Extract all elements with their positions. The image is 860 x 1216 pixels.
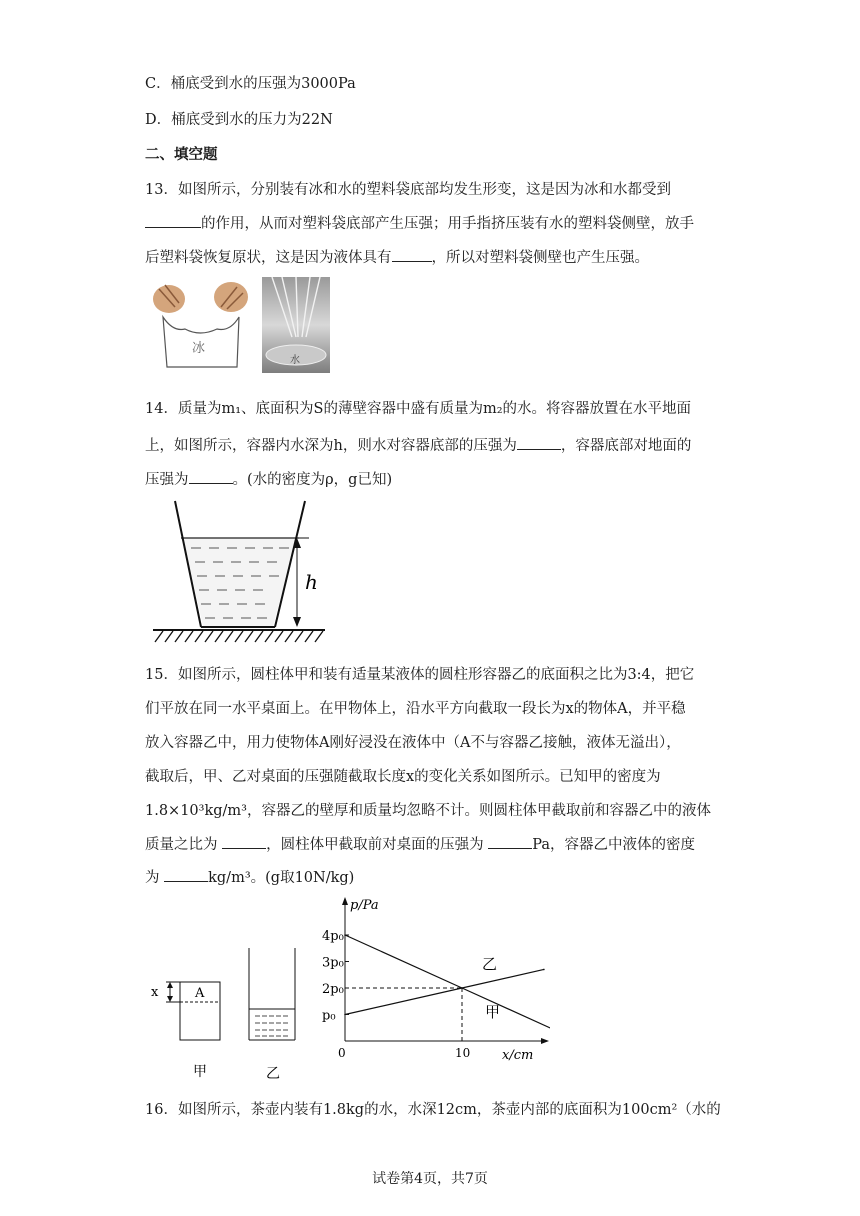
q16-line1: 16．如图所示，茶壶内装有1.8kg的水，水深12cm，茶壶内部的底面积为100cm²（水的	[145, 1102, 721, 1118]
q14-line2	[145, 434, 691, 455]
q15-blank2[interactable]	[488, 834, 532, 849]
q15-line2: 们平放在同一水平桌面上。在甲物体上，沿水平方向截取一段长为x的物体A，并平稳	[145, 701, 686, 717]
series-line-yi	[345, 969, 544, 1014]
x-axis-arrow	[541, 1038, 549, 1044]
q13-blank2[interactable]	[392, 247, 432, 262]
fig-label-x: x	[151, 985, 159, 1000]
x-axis-label: x/cm	[502, 1048, 534, 1063]
y-tick-label: 2p₀	[322, 982, 344, 997]
q15-line4: 截取后，甲、乙对桌面的压强随截取长度x的变化关系如图所示。已知甲的密度为	[145, 769, 661, 785]
q15-text6a: 质量之比为	[145, 837, 218, 853]
q15-text7a: 为	[145, 870, 160, 886]
q13-line1: 13．如图所示，分别装有冰和水的塑料袋底部均发生形变，这是因为冰和水都受到	[145, 182, 671, 198]
y-axis-label: p/Pa	[350, 898, 379, 913]
section-title: 二、填空题	[145, 147, 218, 163]
data-point	[344, 934, 346, 936]
q13-line2	[145, 212, 694, 233]
q13-blank1[interactable]	[145, 213, 201, 228]
q13-text3a: 后塑料袋恢复原状，这是因为液体具有	[145, 250, 392, 266]
page-footer: 试卷第4页，共7页	[372, 1171, 488, 1187]
q13-line3	[145, 246, 649, 267]
q14-line1: 14．质量为m₁、底面积为S的薄壁容器中盛有质量为m₂的水。将容器放置在水平地面	[145, 401, 692, 417]
q14-line3	[145, 468, 392, 489]
q15-text7b: kg/m³。(g取10N/kg)	[208, 870, 355, 886]
fig-label-A: A	[195, 986, 205, 1001]
origin-label: 0	[338, 1046, 346, 1060]
y-axis-arrow	[342, 897, 348, 905]
q14-blank1[interactable]	[517, 435, 561, 450]
cylinders-figure	[145, 940, 315, 1088]
x-tick-label: 10	[455, 1046, 471, 1060]
q15-line3: 放入容器乙中，用力使物体A刚好浸没在液体中（A不与容器乙接触，液体无溢出），	[145, 735, 681, 751]
q15-line6	[145, 833, 695, 854]
q13-text2: 的作用，从而对塑料袋底部产生压强；用手指挤压装有水的塑料袋侧壁，放手	[201, 216, 694, 232]
option-d: D．桶底受到水的压力为22N	[145, 112, 333, 128]
q14-text2b: ，容器底部对地面的	[560, 438, 692, 454]
q15-line7	[145, 866, 354, 887]
option-c: C．桶底受到水的压强为3000Pa	[145, 76, 356, 92]
pressure-chart	[320, 893, 550, 1065]
fig-label-yi: 乙	[266, 1066, 280, 1082]
water-label: 水	[290, 355, 300, 366]
y-tick-label: 3p₀	[322, 955, 344, 971]
q15-line1: 15．如图所示，圆柱体甲和装有适量某液体的圆柱形容器乙的底面积之比为3:4，把它	[145, 667, 695, 683]
fig-label-jia: 甲	[193, 1064, 207, 1080]
q15-blank1[interactable]	[222, 834, 266, 849]
series-line-jia	[345, 935, 550, 1030]
q15-text6c: Pa，容器乙中液体的密度	[532, 837, 695, 853]
series-label-yi: 乙	[482, 955, 498, 973]
data-point	[344, 1014, 346, 1016]
water-bag-photo	[262, 277, 330, 373]
q14-text3a: 压强为	[145, 472, 189, 488]
data-point	[543, 969, 545, 971]
container-figure	[145, 496, 335, 644]
series-label-jia: 甲	[485, 1003, 501, 1021]
q15-blank3[interactable]	[164, 867, 208, 882]
ice-label: 冰	[192, 341, 206, 356]
q14-blank2[interactable]	[189, 469, 233, 484]
data-point	[461, 987, 463, 989]
q13-text3b: ，所以对塑料袋侧壁也产生压强。	[431, 250, 649, 266]
q14-text2a: 上，如图所示，容器内水深为h，则水对容器底部的压强为	[145, 438, 517, 454]
ice-bag-figure	[145, 277, 253, 373]
y-tick-label: p₀	[322, 1008, 336, 1024]
y-tick-label: 4p₀	[322, 929, 344, 944]
q14-text3b: 。(水的密度为ρ，g已知)	[232, 472, 393, 488]
depth-label: h	[305, 570, 318, 594]
q15-line5: 1.8×10³kg/m³，容器乙的壁厚和质量均忽略不计。则圆柱体甲截取前和容器乙中的液体	[145, 803, 711, 819]
q15-text6b: ，圆柱体甲截取前对桌面的压强为	[266, 837, 484, 853]
